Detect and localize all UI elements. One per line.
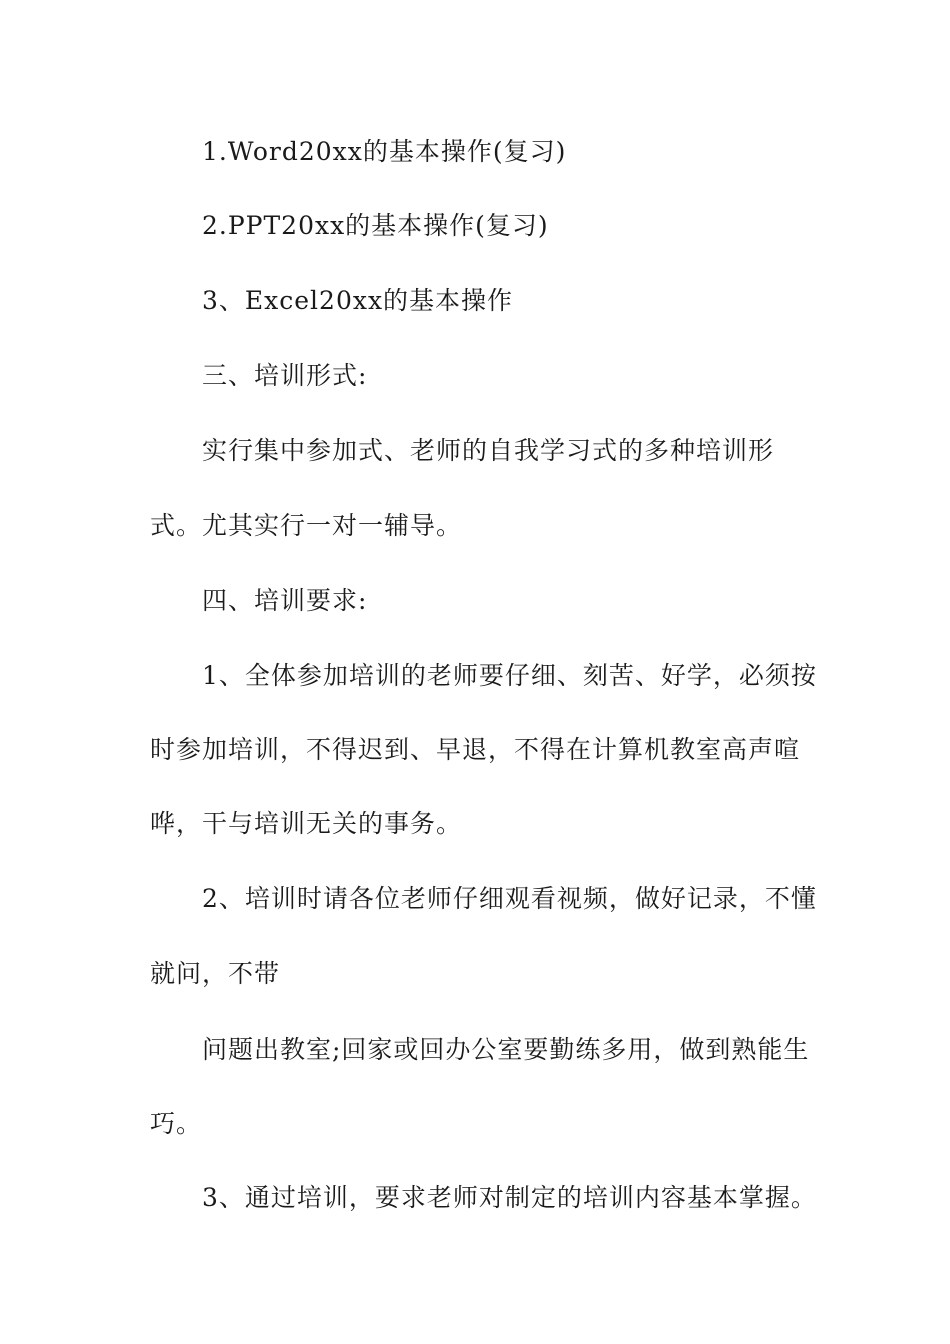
requirement-2-line-3: 问题出教室;回家或回办公室要勤练多用，做到熟能生	[202, 1035, 810, 1064]
requirement-2-line-4: 巧。	[150, 1109, 203, 1138]
section-heading-training-form: 三、培训形式:	[202, 361, 368, 390]
paragraph-training-form-line-2: 式。尤其实行一对一辅导。	[150, 511, 463, 540]
requirement-1-line-2: 时参加培训，不得迟到、早退，不得在计算机教室高声喧	[150, 735, 801, 764]
requirement-2-line-1: 2、培训时请各位老师仔细观看视频，做好记录，不懂	[202, 884, 817, 913]
requirement-1-line-1: 1、全体参加培训的老师要仔细、刻苦、好学，必须按	[202, 661, 817, 690]
paragraph-training-form-line-1: 实行集中参加式、老师的自我学习式的多种培训形	[202, 436, 775, 465]
list-item-ppt: 2.PPT20xx的基本操作(复习)	[202, 211, 549, 240]
requirement-2-line-2: 就问，不带	[150, 959, 281, 988]
list-item-word: 1.Word20xx的基本操作(复习)	[202, 137, 567, 166]
requirement-3-line-1: 3、通过培训，要求老师对制定的培训内容基本掌握。	[202, 1183, 817, 1212]
section-heading-training-requirements: 四、培训要求:	[202, 586, 368, 615]
list-item-excel: 3、Excel20xx的基本操作	[202, 286, 514, 315]
requirement-1-line-3: 哗，干与培训无关的事务。	[150, 809, 463, 838]
